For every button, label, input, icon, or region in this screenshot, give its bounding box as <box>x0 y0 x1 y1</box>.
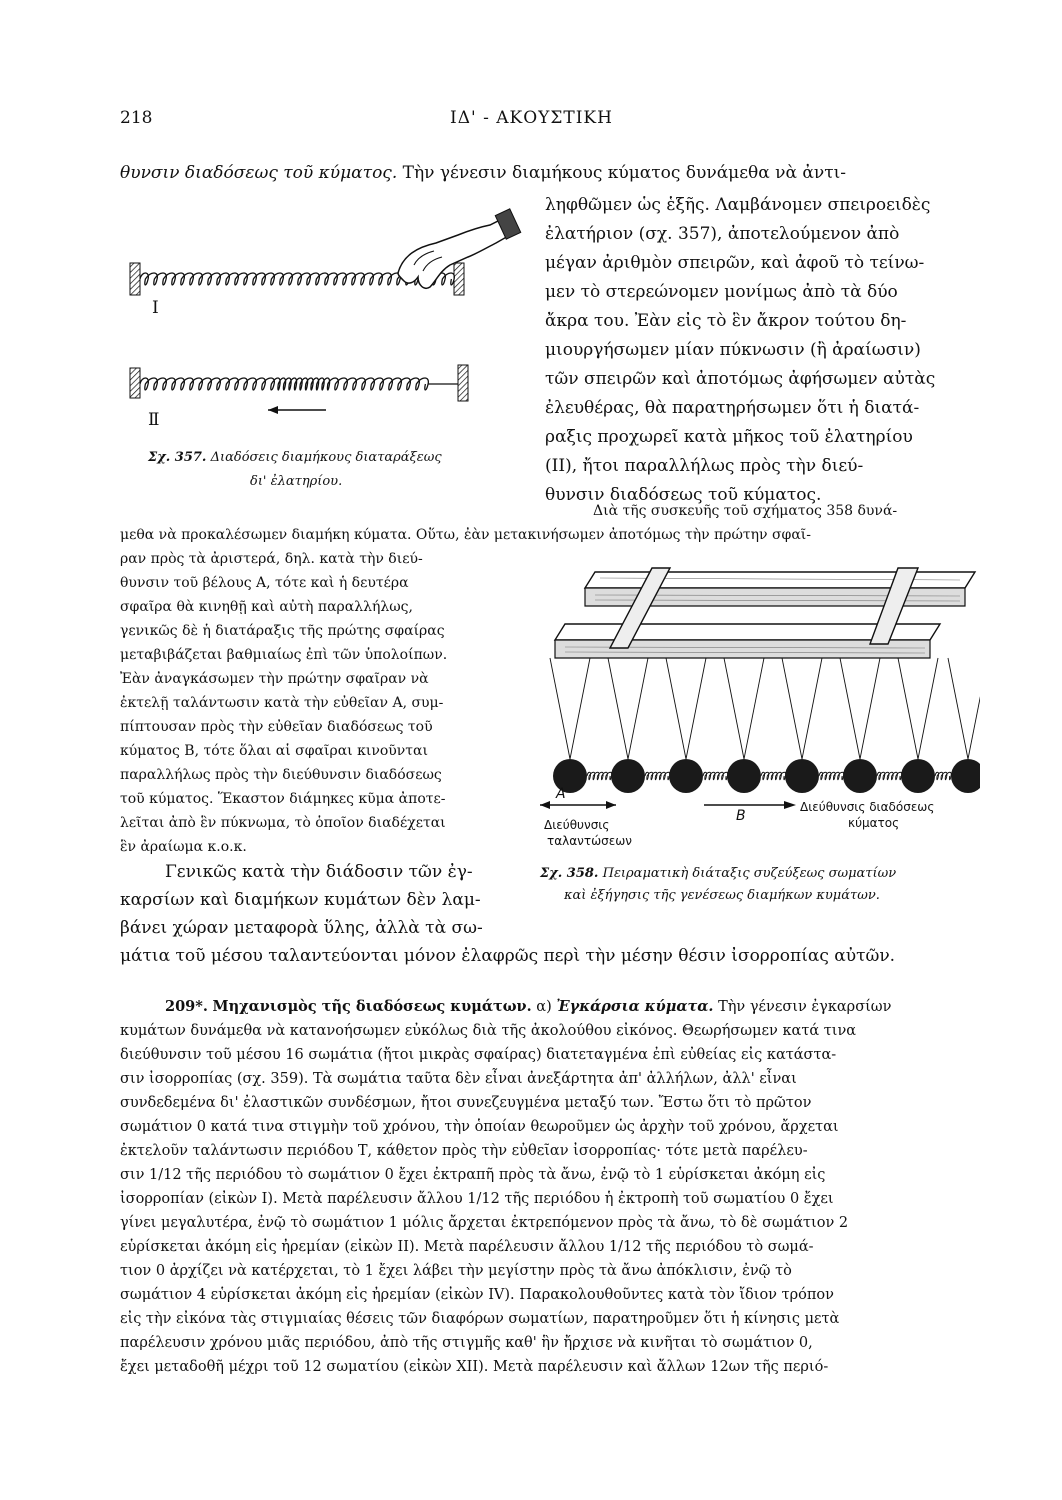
wall-right-2 <box>458 365 468 401</box>
pendulum-ball <box>611 759 645 793</box>
pendulum-ball <box>669 759 703 793</box>
section-209-heading <box>165 996 891 1019</box>
small-left-line: γενικῶς δὲ ἡ διατάραξις τῆς πρώτης σφαίρας <box>120 623 445 639</box>
large-full-line: μάτια τοῦ μέσου ταλαντεύονται μόνον ἐλαφρῶς περὶ τὴν μέσην θέσιν ἰσορροπίας αὐτῶν. <box>120 946 896 966</box>
figure-357-caption <box>148 450 442 465</box>
right-col-line: ἐλευθέρας, θὰ παρατηρήσωμεν ὅτι ἡ διατά- <box>545 398 920 418</box>
section-number: 209*. <box>165 998 208 1015</box>
coupling-spring <box>761 772 786 780</box>
running-title: ΙΔ' - ΑΚΟΥΣΤΙΚΗ <box>450 108 613 128</box>
pendulum-ball <box>843 759 877 793</box>
section-line: γίνει μεγαλυτέρα, ἐνῷ τὸ σωμάτιον 1 μόλις ἄρχεται ἐκτρεπόμενον πρὸς τὰ ἄνω, τὸ δὲ σωμάτιον 2 <box>120 1215 849 1231</box>
small-left-line: θυνσιν τοῦ βέλους Α, τότε καὶ ἡ δευτέρα <box>120 575 409 591</box>
figure-358-caption-line1: Πειραματικὴ διάταξις συζεύξεως σωματίων <box>602 866 897 881</box>
page-number: 218 <box>120 108 153 128</box>
large-lower-line: Γενικῶς κατὰ τὴν διάδοσιν τῶν ἐγ- <box>165 862 473 882</box>
figure-357-number: Σχ. 357. <box>148 450 207 465</box>
label-b: B <box>736 808 746 824</box>
oscillation-label-2: ταλαντώσεων <box>547 834 632 848</box>
coupling-spring <box>877 772 902 780</box>
section-line: ἐκτελοῦν ταλάντωσιν περιόδου Τ, κάθετον πρὸς τὴν εὐθεῖαν ἰσορροπίας· τότε μετὰ παρέλευ- <box>120 1143 808 1159</box>
section-line: συνδεδεμένα δι' ἐλαστικῶν συνδέσμων, ἤτοι συνεζευγμένα μεταξύ των. Ἔστω ὅτι τὸ πρῶτον <box>120 1095 812 1111</box>
pendulum-ball <box>727 759 761 793</box>
spring-label-ii: II <box>148 410 158 430</box>
small-left-line: λεῖται ἀπὸ ἓν πύκνωμα, τὸ ὁποῖον διαδέχεται <box>120 815 446 831</box>
section-line: εὑρίσκεται ἀκόμη εἰς ἠρεμίαν (εἰκὼν ΙΙ). Μετὰ παρέλευσιν ἄλλου 1/12 τῆς περιόδου τὸ σωμά- <box>120 1239 814 1255</box>
propagation-label-1: Διεύθυνσις διαδόσεως <box>800 800 935 814</box>
first-line-rest: Τὴν γένεσιν διαμήκους κύματος δυνάμεθα νὰ ἀντι- <box>397 163 847 183</box>
pendulum-thread <box>968 658 980 759</box>
section-line: σιν 1/12 τῆς περιόδου τὸ σωμάτιον 0 ἔχει ἐκτραπῆ πρὸς τὰ ἄνω, ἐνῷ τὸ 1 εὑρίσκεται ἀκόμη εἰς <box>120 1167 826 1183</box>
pendulum-balls <box>553 759 980 793</box>
section-line: ἰσορροπίαν (εἰκὼν Ι). Μετὰ παρέλευσιν ἄλλου 1/12 τῆς περιόδου ἡ ἐκτροπὴ τοῦ σωματίου 0 ἔχει <box>120 1191 834 1207</box>
first-line <box>120 157 975 189</box>
figure-358-caption-line2: καὶ ἐξήγησις τῆς γενέσεως διαμήκων κυμάτων. <box>564 888 880 903</box>
pendulum-thread <box>608 658 628 759</box>
right-col-line: ραξις προχωρεῖ κατὰ μῆκος τοῦ ἐλατηρίου <box>545 427 913 447</box>
small-left-line: μεταβιβάζεται βαθμιαίως ἐπὶ τῶν ὑπολοίπων. <box>120 647 448 663</box>
section-sub: α) <box>536 999 557 1015</box>
small-text-line: Διὰ τῆς συσκευῆς τοῦ σχήματος 358 δυνά- <box>593 503 898 519</box>
pendulum-ball <box>901 759 935 793</box>
small-left-line: ἐκτελῇ ταλάντωσιν κατὰ τὴν εὐθεῖαν Α, συμ- <box>120 695 444 711</box>
small-left-line: πίπτουσαν πρὸς τὴν εὐθεῖαν διαδόσεως τοῦ <box>120 719 433 735</box>
label-a: A <box>556 786 566 802</box>
wall-left-2 <box>130 368 140 398</box>
section-line: διεύθυνσιν τοῦ μέσου 16 σωμάτια (ἤτοι μικρὰς σφαίρας) διατεταγμένα ἐπὶ εὐθείας εἰς κατάστα- <box>120 1047 837 1063</box>
section-line: σιν ἰσορροπίας (σχ. 359). Τὰ σωμάτια ταῦτα δὲν εἶναι ἀνεξάρτητα ἀπ' ἀλλήλων, ἀλλ' εἶναι <box>120 1071 797 1087</box>
pendulum-thread <box>860 658 880 759</box>
large-lower-line: καρσίων καὶ διαμήκων κυμάτων δὲν λαμ- <box>120 890 481 910</box>
pendulum-thread <box>918 658 938 759</box>
pendulum-apparatus-figure <box>520 560 980 830</box>
pendulum-ball <box>951 759 980 793</box>
section-line: σωμάτιον 4 εὑρίσκεται ἀκόμη εἰς ἠρεμίαν (εἰκὼν IV). Παρακολουθοῦντες κατὰ τὸν ἴδιον τρόπον <box>120 1287 834 1303</box>
small-left-line: Ἐὰν ἀναγκάσωμεν τὴν πρώτην σφαῖραν νὰ <box>120 671 429 687</box>
oscillation-label-1: Διεύθυνσις <box>544 818 610 832</box>
section-line: ἔχει μεταδοθῆ μέχρι τοῦ 12 σωματίου (εἰκὼν XII). Μετὰ παρέλευσιν καὶ ἄλλων 12ων τῆς περιό- <box>120 1359 829 1375</box>
right-col-line: θυνσιν διαδόσεως τοῦ κύματος. <box>545 485 822 505</box>
pendulum-thread <box>628 658 648 759</box>
section-sub-italic: Ἐγκάρσια κύματα. <box>556 998 714 1015</box>
wall-right-1 <box>454 263 464 295</box>
section-title: Μηχανισμὸς τῆς διαδόσεως κυμάτων. <box>212 998 532 1015</box>
right-col-line: ληφθῶμεν ὡς ἑξῆς. Λαμβάνομεν σπειροειδὲς <box>545 195 931 215</box>
spring-coil-2 <box>140 378 428 390</box>
right-col-line: μιουργήσωμεν μίαν πύκνωσιν (ἢ ἀραίωσιν) <box>545 340 921 360</box>
pendulum-thread <box>666 658 686 759</box>
pendulum-thread <box>802 658 822 759</box>
figure-358-caption <box>540 866 896 881</box>
small-left-line: σφαῖρα θὰ κινηθῇ καὶ αὐτὴ παραλλήλως, <box>120 599 413 615</box>
pendulum-thread <box>948 658 968 759</box>
coupling-spring <box>645 772 670 780</box>
coupling-spring <box>819 772 844 780</box>
coupling-spring <box>935 772 951 780</box>
figure-357-caption-line1: Διαδόσεις διαμήκους διαταράξεως <box>210 450 442 465</box>
pendulum-ball <box>785 759 819 793</box>
spring-label-i: I <box>152 298 159 318</box>
right-col-line: τῶν σπειρῶν καὶ ἀποτόμως ἀφήσωμεν αὐτὰς <box>545 369 936 389</box>
pendulum-thread <box>570 658 590 759</box>
pendulum-thread <box>840 658 860 759</box>
small-left-line: τοῦ κύματος. Ἕκαστον διάμηκες κῦμα ἀποτε- <box>120 791 446 807</box>
coupling-spring <box>587 772 612 780</box>
small-left-line: κύματος Β, τότε ὅλαι αἱ σφαῖραι κινοῦνται <box>120 743 428 759</box>
right-col-line: μέγαν ἀριθμὸν σπειρῶν, καὶ ἀφοῦ τὸ τείνω- <box>545 253 925 273</box>
small-left-line: ραν πρὸς τὰ ἀριστερά, δηλ. κατὰ τὴν διεύ- <box>120 551 423 567</box>
pendulum-thread <box>686 658 706 759</box>
right-col-line: ἄκρα του. Ἐὰν εἰς τὸ ἓν ἄκρον τούτου δη- <box>545 311 907 331</box>
small-left-line: παραλλήλως πρὸς τὴν διεύθυνσιν διαδόσεως <box>120 767 442 783</box>
section-line: εἰς τὴν εἰκόνα τὰς στιγμιαίας θέσεις τῶν διαφόρων σωματίων, παρατηροῦμεν ὅτι ἡ κίνησις μετὰ <box>120 1311 840 1327</box>
coupling-spring <box>703 772 728 780</box>
figure-357-caption-line2: δι' ἐλατηρίου. <box>250 474 343 489</box>
right-col-line: (ΙΙ), ἤτοι παραλλήλως πρὸς τὴν διεύ- <box>545 456 864 476</box>
figure-358-number: Σχ. 358. <box>540 866 599 881</box>
pendulum-thread <box>744 658 764 759</box>
direction-arrow <box>268 406 326 414</box>
first-line-italic: θυνσιν διαδόσεως τοῦ κύματος. <box>120 163 398 183</box>
section-line: κυμάτων δυνάμεθα νὰ κατανοήσωμεν εὐκόλως διὰ τῆς ἀκολούθου εἰκόνος. Θεωρήσωμεν κατά τινα <box>120 1023 857 1039</box>
pendulum-thread <box>898 658 918 759</box>
section-line: παρέλευσιν χρόνου μιᾶς περιόδου, ἀπὸ τῆς στιγμῆς καθ' ἣν ἤρχισε νὰ κινῆται τὸ σωμάτιον 0, <box>120 1335 813 1351</box>
pendulum-thread <box>550 658 570 759</box>
small-text-line: μεθα νὰ προκαλέσωμεν διαμήκη κύματα. Οὕτω, ἐὰν μετακινήσωμεν ἀποτόμως τὴν πρώτην σφαῖ- <box>120 527 812 543</box>
pendulum-thread <box>724 658 744 759</box>
small-left-line: ἓν ἀραίωμα κ.ο.κ. <box>120 839 247 855</box>
pendulum-thread <box>782 658 802 759</box>
oscillation-arrow <box>540 801 616 809</box>
right-col-line: μεν τὸ στερεώνομεν μονίμως ἀπὸ τὰ δύο <box>545 282 898 302</box>
right-col-line: ἐλατήριον (σχ. 357), ἀποτελούμενον ἀπὸ <box>545 224 900 244</box>
section-line: σωμάτιον 0 κατά τινα στιγμὴν τοῦ χρόνου, τὴν ὁποίαν θεωροῦμεν ὡς ἀρχὴν τοῦ χρόνου, ἄρχεται <box>120 1119 839 1135</box>
wall-left-1 <box>130 263 140 295</box>
large-lower-line: βάνει χώραν μεταφορὰ ὕλης, ἀλλὰ τὰ σω- <box>120 918 483 938</box>
pendulum-threads <box>550 658 980 759</box>
propagation-arrow <box>704 801 796 809</box>
spring-figure <box>118 205 538 445</box>
propagation-label-2: κύματος <box>848 816 900 830</box>
section-first-rest: Τὴν γένεσιν ἐγκαρσίων <box>713 999 892 1015</box>
section-line: τιον 0 ἀρχίζει νὰ κατέρχεται, τὸ 1 ἔχει λάβει τὴν μεγίστην πρὸς τὰ ἄνω ἀπόκλισιν, ἐνῷ τὸ <box>120 1263 792 1279</box>
